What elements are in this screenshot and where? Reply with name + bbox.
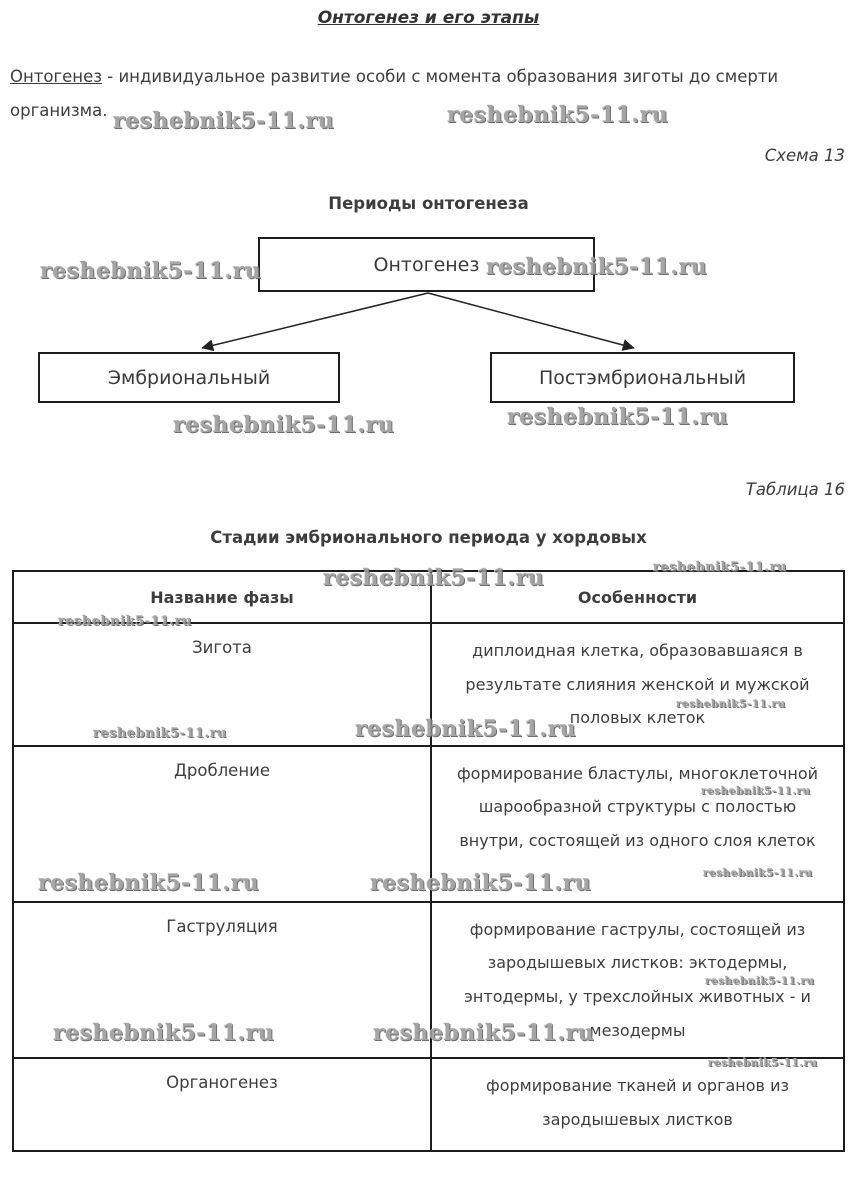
phase-cell: Зигота <box>13 623 431 746</box>
table-title: Стадии эмбрионального периода у хордовых <box>210 528 647 547</box>
desc-cell: диплоидная клетка, образовавшаяся в результате слияния женской и мужской половых клеток <box>431 623 844 746</box>
watermark: reshebnik5-11.ru <box>708 1057 818 1069</box>
intro-paragraph <box>10 60 849 128</box>
intro-text: - индивидуальное развитие особи с момента образования зиготы до смерти организма. <box>10 67 779 120</box>
watermark: reshebnik5-11.ru <box>173 412 395 438</box>
watermark: reshebnik5-11.ru <box>676 698 786 710</box>
watermark: reshebnik5-11.ru <box>38 870 260 896</box>
watermark: reshebnik5-11.ru <box>653 560 788 575</box>
watermark: reshebnik5-11.ru <box>323 565 545 591</box>
watermark: reshebnik5-11.ru <box>447 102 669 128</box>
schema-label: Схема 13 <box>764 146 845 165</box>
diagram-box-postembryonic: Постэмбриональный <box>490 352 795 403</box>
watermark: reshebnik5-11.ru <box>93 726 228 741</box>
watermark: reshebnik5-11.ru <box>703 867 813 879</box>
watermark: reshebnik5-11.ru <box>40 258 262 284</box>
column-header-features: Особенности <box>431 571 844 623</box>
table-header-row <box>13 571 844 623</box>
table-label: Таблица 16 <box>745 480 845 499</box>
desc-cell: формирование бластулы, многоклеточной шарообразной структуры с полостью внутри, состоящей из одного слоя клеток <box>431 746 844 902</box>
watermark: reshebnik5-11.ru <box>370 870 592 896</box>
page-title: Онтогенез и его этапы <box>317 8 540 28</box>
watermark: reshebnik5-11.ru <box>507 404 729 430</box>
watermark: reshebnik5-11.ru <box>486 254 708 280</box>
phase-cell: Органогенез <box>13 1058 431 1151</box>
desc-cell: формирование гаструлы, состоящей из зародышевых листков: эктодермы, энтодермы, у трехслойных животных - и мезодермы <box>431 902 844 1058</box>
intro-term: Онтогенез <box>10 67 103 86</box>
table-row-gastrulation <box>13 902 844 1058</box>
watermark: reshebnik5-11.ru <box>373 1020 595 1046</box>
phase-cell: Гаструляция <box>13 902 431 1058</box>
phase-cell: Дробление <box>13 746 431 902</box>
table-row-cleavage <box>13 746 844 902</box>
watermark: reshebnik5-11.ru <box>58 614 193 629</box>
desc-cell: формирование тканей и органов из зародышевых листков <box>431 1058 844 1151</box>
phases-table <box>12 570 845 1152</box>
watermark: reshebnik5-11.ru <box>705 975 815 987</box>
column-header-phase: Название фазы <box>13 571 431 623</box>
watermark: reshebnik5-11.ru <box>113 108 335 134</box>
diagram-box-ontogenesis: Онтогенез <box>258 237 595 292</box>
diagram-title: Периоды онтогенеза <box>328 194 529 213</box>
diagram-box-embryonic: Эмбриональный <box>38 352 340 403</box>
table-row-organogenesis <box>13 1058 844 1151</box>
table-row-zygote <box>13 623 844 746</box>
watermark: reshebnik5-11.ru <box>355 716 577 742</box>
watermark: reshebnik5-11.ru <box>701 785 811 797</box>
watermark: reshebnik5-11.ru <box>53 1020 275 1046</box>
